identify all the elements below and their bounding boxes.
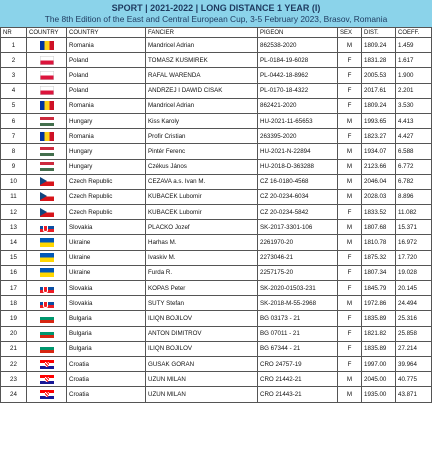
row-sex: M [338,113,362,128]
row-coefficient: 16.972 [396,235,432,250]
row-distance: 1807.34 [362,265,396,280]
row-flag-cell [27,311,67,326]
row-sex: M [338,235,362,250]
row-sex: M [338,387,362,402]
row-fancier: PLACKO Jozef [146,220,258,235]
row-flag-cell [27,235,67,250]
ukraine-flag-icon [40,268,54,277]
column-header-country: COUNTRY [67,28,146,38]
column-header-dist: DIST. [362,28,396,38]
row-distance: 1835.89 [362,311,396,326]
row-flag-cell [27,265,67,280]
row-number: 14 [1,235,27,250]
row-number: 5 [1,98,27,113]
row-country: Croatia [67,356,146,371]
row-distance: 1997.00 [362,356,396,371]
row-distance: 2017.61 [362,83,396,98]
table-row [1,265,432,280]
croatia-flag-icon [40,390,54,399]
row-coefficient: 43.871 [396,387,432,402]
row-fancier: ANTON DIMITROV [146,326,258,341]
row-country: Bulgaria [67,311,146,326]
row-flag-cell [27,220,67,235]
column-header-nr: NR [1,28,27,38]
romania-flag-icon [40,101,54,110]
row-pigeon: CRO 21442-21 [258,372,338,387]
czech-republic-flag-icon [40,192,54,201]
row-distance: 1807.68 [362,220,396,235]
table-header-row [1,28,432,38]
row-sex: M [338,220,362,235]
row-flag-cell [27,68,67,83]
row-pigeon: CRO 24757-19 [258,356,338,371]
row-pigeon: CZ 20-0234-5842 [258,205,338,220]
row-sex: M [338,296,362,311]
row-pigeon: CRO 21443-21 [258,387,338,402]
table-row [1,68,432,83]
row-country: Czech Republic [67,174,146,189]
row-number: 20 [1,326,27,341]
table-row [1,372,432,387]
poland-flag-icon [40,71,54,80]
row-fancier: Harhas M. [146,235,258,250]
row-sex: M [338,372,362,387]
table-row [1,189,432,204]
row-pigeon: PL-0442-18-8962 [258,68,338,83]
row-distance: 1810.78 [362,235,396,250]
row-flag-cell [27,296,67,311]
row-distance: 1821.82 [362,326,396,341]
croatia-flag-icon [40,375,54,384]
row-coefficient: 4.427 [396,129,432,144]
czech-republic-flag-icon [40,177,54,186]
table-row [1,144,432,159]
row-fancier: TOMASZ KUSMIREK [146,53,258,68]
row-country: Poland [67,53,146,68]
row-country: Hungary [67,144,146,159]
row-country: Slovakia [67,220,146,235]
row-fancier: Mandricel Adrian [146,38,258,53]
row-fancier: KUBACEK Lubomir [146,189,258,204]
row-fancier: KOPAS Peter [146,281,258,296]
hungary-flag-icon [40,162,54,171]
row-pigeon: 2273046-21 [258,250,338,265]
row-country: Slovakia [67,281,146,296]
bulgaria-flag-icon [40,314,54,323]
row-coefficient: 15.371 [396,220,432,235]
row-coefficient: 1.459 [396,38,432,53]
row-fancier: SUTY Stefan [146,296,258,311]
row-distance: 2123.66 [362,159,396,174]
row-sex: F [338,53,362,68]
row-number: 23 [1,372,27,387]
slovakia-flag-icon [40,284,54,293]
row-fancier: Kiss Karoly [146,113,258,128]
row-number: 4 [1,83,27,98]
row-coefficient: 25.316 [396,311,432,326]
row-distance: 1972.86 [362,296,396,311]
row-sex: F [338,265,362,280]
row-distance: 2045.00 [362,372,396,387]
row-flag-cell [27,113,67,128]
row-number: 2 [1,53,27,68]
row-pigeon: PL-0170-18-4322 [258,83,338,98]
row-sex: M [338,38,362,53]
row-coefficient: 11.082 [396,205,432,220]
row-fancier: CEZAVA a.s. Ivan M. [146,174,258,189]
table-row [1,311,432,326]
row-country: Bulgaria [67,341,146,356]
row-pigeon: SK-2017-3301-106 [258,220,338,235]
table-row [1,281,432,296]
row-number: 12 [1,205,27,220]
row-number: 19 [1,311,27,326]
row-sex: F [338,250,362,265]
table-row [1,387,432,402]
row-sex: F [338,311,362,326]
row-pigeon: SK-2020-01503-231 [258,281,338,296]
row-country: Ukraine [67,265,146,280]
row-sex: F [338,83,362,98]
row-distance: 2005.53 [362,68,396,83]
row-fancier: Pintér Ferenc [146,144,258,159]
row-coefficient: 19.028 [396,265,432,280]
row-fancier: Czékus János [146,159,258,174]
row-country: Poland [67,68,146,83]
romania-flag-icon [40,41,54,50]
row-fancier: RAFAL WARENDA [146,68,258,83]
table-row [1,38,432,53]
row-pigeon: PL-0184-19-6028 [258,53,338,68]
row-coefficient: 24.494 [396,296,432,311]
row-pigeon: CZ 20-0234-6034 [258,189,338,204]
row-flag-cell [27,281,67,296]
row-flag-cell [27,326,67,341]
hungary-flag-icon [40,117,54,126]
row-number: 8 [1,144,27,159]
row-fancier: Furda R. [146,265,258,280]
row-country: Slovakia [67,296,146,311]
row-country: Romania [67,38,146,53]
bulgaria-flag-icon [40,344,54,353]
row-pigeon: BG 07011 - 21 [258,326,338,341]
row-flag-cell [27,341,67,356]
row-coefficient: 8.896 [396,189,432,204]
row-fancier: ILIQN BOJILOV [146,311,258,326]
row-flag-cell [27,159,67,174]
row-country: Czech Republic [67,205,146,220]
row-pigeon: HU-2021-N-22894 [258,144,338,159]
row-number: 16 [1,265,27,280]
romania-flag-icon [40,132,54,141]
table-row [1,326,432,341]
row-fancier: KUBACEK Lubomir [146,205,258,220]
row-country: Romania [67,129,146,144]
row-number: 18 [1,296,27,311]
slovakia-flag-icon [40,223,54,232]
row-distance: 1875.32 [362,250,396,265]
row-country: Hungary [67,113,146,128]
page-subtitle: The 8th Edition of the East and Central European Cup, 3-5 February 2023, Brasov, Romania [44,14,388,24]
row-fancier: GUSAK GORAN [146,356,258,371]
table-row [1,113,432,128]
row-distance: 1831.28 [362,53,396,68]
row-coefficient: 27.214 [396,341,432,356]
table-row [1,98,432,113]
row-country: Croatia [67,387,146,402]
row-distance: 1833.52 [362,205,396,220]
slovakia-flag-icon [40,299,54,308]
row-flag-cell [27,144,67,159]
hungary-flag-icon [40,147,54,156]
row-flag-cell [27,372,67,387]
row-fancier: ANDRZEJ I DAWID CISAK [146,83,258,98]
row-sex: F [338,98,362,113]
row-number: 17 [1,281,27,296]
table-row [1,129,432,144]
row-distance: 1934.07 [362,144,396,159]
row-number: 15 [1,250,27,265]
row-coefficient: 2.201 [396,83,432,98]
row-sex: F [338,68,362,83]
row-flag-cell [27,83,67,98]
row-flag-cell [27,356,67,371]
row-distance: 1809.24 [362,38,396,53]
row-pigeon: BG 67344 - 21 [258,341,338,356]
row-sex: M [338,189,362,204]
bulgaria-flag-icon [40,329,54,338]
row-fancier: UZUN MILAN [146,387,258,402]
table-row [1,83,432,98]
row-pigeon: 2257175-20 [258,265,338,280]
row-coefficient: 39.964 [396,356,432,371]
row-distance: 1823.27 [362,129,396,144]
row-distance: 1993.65 [362,113,396,128]
row-sex: F [338,341,362,356]
row-coefficient: 6.772 [396,159,432,174]
row-pigeon: 2261970-20 [258,235,338,250]
croatia-flag-icon [40,360,54,369]
row-distance: 1835.89 [362,341,396,356]
row-flag-cell [27,174,67,189]
row-fancier: ILIQN BOJILOV [146,341,258,356]
row-distance: 1809.24 [362,98,396,113]
row-number: 7 [1,129,27,144]
row-number: 22 [1,356,27,371]
table-row [1,235,432,250]
row-flag-cell [27,387,67,402]
row-number: 11 [1,189,27,204]
row-pigeon: SK-2018-M-55-2968 [258,296,338,311]
row-pigeon: BG 03173 - 21 [258,311,338,326]
row-coefficient: 1.617 [396,53,432,68]
row-country: Poland [67,83,146,98]
czech-republic-flag-icon [40,208,54,217]
row-flag-cell [27,38,67,53]
row-coefficient: 6.588 [396,144,432,159]
row-fancier: Profir Cristian [146,129,258,144]
row-coefficient: 3.530 [396,98,432,113]
row-coefficient: 1.900 [396,68,432,83]
results-table [0,27,432,403]
page-title: SPORT | 2021-2022 | LONG DISTANCE 1 YEAR (I) [111,3,321,13]
row-number: 6 [1,113,27,128]
row-sex: F [338,129,362,144]
row-number: 13 [1,220,27,235]
table-row [1,220,432,235]
row-distance: 2028.03 [362,189,396,204]
row-number: 10 [1,174,27,189]
row-fancier: Mandricel Adrian [146,98,258,113]
row-distance: 2046.04 [362,174,396,189]
row-sex: F [338,356,362,371]
row-number: 21 [1,341,27,356]
ukraine-flag-icon [40,238,54,247]
row-coefficient: 4.413 [396,113,432,128]
table-row [1,53,432,68]
row-flag-cell [27,98,67,113]
row-flag-cell [27,205,67,220]
row-pigeon: 263395-2020 [258,129,338,144]
row-sex: M [338,144,362,159]
column-header-sex: SEX [338,28,362,38]
row-sex: F [338,326,362,341]
row-flag-cell [27,189,67,204]
row-number: 3 [1,68,27,83]
row-pigeon: CZ 16-0180-4568 [258,174,338,189]
row-flag-cell [27,250,67,265]
row-sex: F [338,281,362,296]
row-coefficient: 40.775 [396,372,432,387]
row-flag-cell [27,129,67,144]
row-country: Ukraine [67,250,146,265]
ukraine-flag-icon [40,253,54,262]
results-header [0,0,432,27]
row-distance: 1935.00 [362,387,396,402]
row-sex: M [338,174,362,189]
row-fancier: UZUN MILAN [146,372,258,387]
row-pigeon: HU-2018-D-363288 [258,159,338,174]
row-coefficient: 25.858 [396,326,432,341]
row-distance: 1845.79 [362,281,396,296]
row-country: Hungary [67,159,146,174]
row-pigeon: 862421-2020 [258,98,338,113]
row-coefficient: 17.720 [396,250,432,265]
row-number: 1 [1,38,27,53]
row-pigeon: HU-2021-11-65653 [258,113,338,128]
row-country: Bulgaria [67,326,146,341]
row-flag-cell [27,53,67,68]
table-row [1,174,432,189]
row-country: Ukraine [67,235,146,250]
row-country: Romania [67,98,146,113]
row-coefficient: 20.145 [396,281,432,296]
table-row [1,250,432,265]
table-row [1,159,432,174]
table-row [1,296,432,311]
row-country: Croatia [67,372,146,387]
row-sex: M [338,159,362,174]
row-coefficient: 6.782 [396,174,432,189]
table-row [1,341,432,356]
column-header-pigeon: PIGEON [258,28,338,38]
row-sex: F [338,205,362,220]
column-header-fancier: FANCIER [146,28,258,38]
row-number: 24 [1,387,27,402]
column-header-country-flag: COUNTRY [27,28,67,38]
poland-flag-icon [40,86,54,95]
poland-flag-icon [40,56,54,65]
row-number: 9 [1,159,27,174]
row-fancier: Ivaskiv M. [146,250,258,265]
row-pigeon: 862538-2020 [258,38,338,53]
table-row [1,356,432,371]
table-row [1,205,432,220]
column-header-coeff: COEFF. [396,28,432,38]
row-country: Czech Republic [67,189,146,204]
